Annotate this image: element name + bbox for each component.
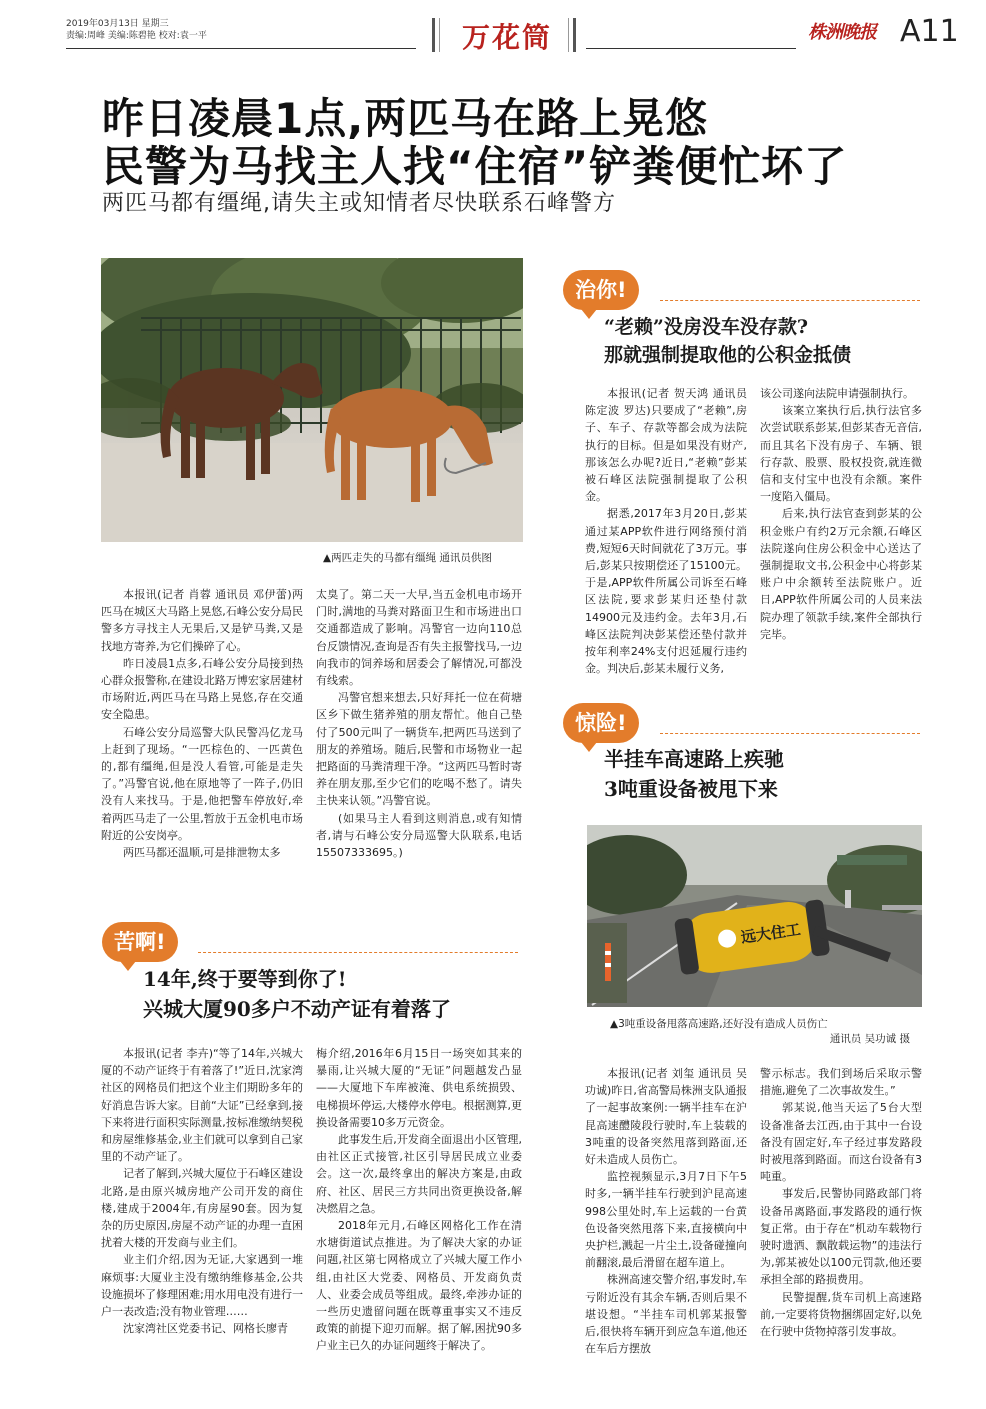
xingcheng-title-line2: 兴城大厦90多户不动产证有着落了 xyxy=(143,997,451,1021)
header-date: 2019年03月13日 星期三 xyxy=(66,19,169,29)
laolai-title-line1: “老赖”没房没车没存款? xyxy=(604,316,808,338)
truck-col2 xyxy=(760,1065,922,1375)
truck-photo-caption-line2: 通讯员 吴功诚 摄 xyxy=(829,1033,910,1045)
badge-rule xyxy=(660,733,920,734)
truck-photo-caption-line1: ▲3吨重设备甩落高速路,还好没有造成人员伤亡 xyxy=(610,1018,828,1030)
header-divider-right xyxy=(568,18,576,52)
xingcheng-paragraph: 梅介绍,2016年6月15日一场突如其来的暴雨,让兴城大厦的“无证”问题越发凸显——大厦地下车库被淹、供电系统损毁、电梯损坏停运,大楼停水停电。根据测算,更换设备需要10多万元资金。 xyxy=(316,1047,522,1129)
header-divider-left xyxy=(432,18,440,52)
truck-paragraph: 株洲高速交警介绍,事发时,车亏附近没有其余车辆,否则后果不堪设想。“半挂车司机郭某报警后,很快将车辆开到应急车道,他还在车后方摆放 xyxy=(585,1273,747,1356)
main-story-col1 xyxy=(101,586,303,868)
horse-photo-caption: ▲两匹走失的马都有缰绳 通讯员供图 xyxy=(323,552,492,564)
badge-kua: 苦啊! xyxy=(102,922,178,962)
main-story-paragraph: 冯警官想来想去,只好拜托一位在荷塘区乡下做生猪养殖的朋友帮忙。他自己垫付了500元叫了一辆货车,把两匹马送到了朋友的养殖场。随后,民警和市场物业一起把路面的马粪清理干净。“这两匹马暂时寄养在朋友那,至少它们的吃喝不愁了。请失主快来认领。”冯警官说。 xyxy=(316,691,522,808)
main-story-paragraph: 本报讯(记者 肖蓉 通讯员 邓伊蕾)两匹马在城区大马路上晃悠,石峰公安分局民警多方寻找主人无果后,又是铲马粪,又是找地方寄养,为它们操碎了心。 xyxy=(101,588,303,653)
laolai-paragraph: 后来,执行法官查到彭某的公积金账户有约2万元余额,石峰区法院遂向住房公积金中心送达了强制提取文书,公积金中心将彭某账户中余额转至法院账户。近日,APP软件所属公司的人员来法院办理了领款手续,案件全部执行完毕。 xyxy=(760,507,922,641)
truck-paragraph: 郭某说,他当天运了5台大型设备准备去江西,由于其中一台设备没有固定好,车子经过事发路段时被甩落到路面。而这台设备有3吨重。 xyxy=(760,1101,922,1184)
section-title: 万花筒 xyxy=(462,21,553,54)
xingcheng-paragraph: 2018年元月,石峰区网格化工作在清水塘街道试点推进。为了解决大家的办证问题,社区第七网格成立了兴城大厦工作小组,由社区大党委、网格员、开发商负责人、业委会成员等组成。最终,牵涉办证的一些历史遗留问题在既尊重事实又不违反政策的前提下迎刃而解。据了解,困扰90多户业主已久的办证问题终于解决了。 xyxy=(316,1219,522,1353)
laolai-col2 xyxy=(760,385,922,675)
truck-title-line2: 3吨重设备被甩下来 xyxy=(604,777,778,801)
badge-jingxian: 惊险! xyxy=(563,703,639,743)
xingcheng-paragraph: 此事发生后,开发商全面退出小区管理,由社区正式接管,社区引导居民成立业委会。这一次,最终拿出的解决方案是,由政府、社区、居民三方共同出资更换设备,解决燃眉之急。 xyxy=(316,1133,522,1215)
truck-accident-photo xyxy=(587,825,922,1007)
xingcheng-col2 xyxy=(316,1045,522,1375)
main-subhead: 两匹马都有缰绳,请失主或知情者尽快联系石峰警方 xyxy=(102,191,616,216)
main-story-paragraph: (如果马主人看到这则消息,或有知情者,请与石峰公安分局巡警大队联系,电话15507333695。) xyxy=(316,811,522,860)
xingcheng-paragraph: 本报讯(记者 李卉)“等了14年,兴城大厦的不动产证终于有着落了!”近日,沈家湾社区的网格员们把这个业主们期盼多年的好消息告诉大家。目前“大证”已经拿到,接下来将进行面积实际测量,按标准缴纳契税和房屋维修基金,业主们就可以拿到自己家里的不动产证了。 xyxy=(101,1047,303,1164)
main-story-paragraph: 石峰公安分局巡警大队民警冯亿龙马上赶到了现场。“一匹棕色的、一匹黄色的,都有缰绳,但是没人看管,可能是走失了。”冯警官说,他在原地等了一阵子,仍旧没有人来找马。于是,他把警车停放好,牵着两匹马走了一公里,暂放于五金机电市场附近的公安岗亭。 xyxy=(101,725,303,842)
main-story-paragraph: 昨日凌晨1点多,石峰公安分局接到热心群众报警称,在建设北路万博宏家居建材市场附近,两匹马在马路上晃悠,存在交通安全隐患。 xyxy=(101,656,303,722)
badge-rule xyxy=(660,300,920,301)
xingcheng-title-line1: 14年,终于要等到你了! xyxy=(143,967,347,991)
newspaper-logo: 株洲晚报 xyxy=(808,22,876,43)
main-headline-line1: 昨日凌晨1点,两匹马在路上晃悠 xyxy=(102,94,709,143)
truck-col1 xyxy=(585,1065,747,1375)
page-number: A11 xyxy=(900,14,959,49)
truck-paragraph: 监控视频显示,3月7日下午5时多,一辆半挂车行驶到沪昆高速998公里处时,车上运载的一台黄色设备突然甩落下来,直接横向中央护栏,溅起一片尘土,设备碰撞向前翻滚,最后滑留在超车道上。 xyxy=(585,1170,747,1270)
truck-paragraph: 本报讯(记者 刘玺 通讯员 吴功诚)昨日,省高警局株洲支队通报了一起事故案例:一辆半挂车在沪昆高速醴陵段行驶时,车上装载的3吨重的设备突然甩落到路面,还好未造成人员伤亡。 xyxy=(585,1067,747,1167)
laolai-paragraph: 本报讯(记者 贺天鸿 通讯员 陈定波 罗达)只要成了“老赖”,房子、车子、存款等都会成为法院执行的目标。但是如果没有财产,那该怎么办呢?近日,“老赖”彭某被石峰区法院强制提取了公积金。 xyxy=(585,387,747,504)
truck-title-line1: 半挂车高速路上疾驰 xyxy=(604,747,784,771)
xingcheng-col1 xyxy=(101,1045,303,1375)
xingcheng-paragraph: 记者了解到,兴城大厦位于石峰区建设北路,是由原兴城房地产公司开发的商住楼,建成于2004年,有房屋90套。因为复杂的历史原因,房屋不动产证的办理一直困扰着大楼的开发商与业主们。 xyxy=(101,1167,303,1250)
header-rule-right xyxy=(586,48,796,49)
truck-paragraph: 警示标志。我们到场后采取示警措施,避免了二次事故发生。” xyxy=(760,1067,922,1098)
truck-photo-caption xyxy=(610,1017,920,1047)
xingcheng-paragraph: 业主们介绍,因为无证,大家遇到一堆麻烦事:大厦业主没有缴纳维修基金,公共设施损坏了修理困难;用水用电没有进行一户一表改造;没有物业管理…… xyxy=(101,1253,303,1319)
laolai-paragraph: 该公司遂向法院申请强制执行。 xyxy=(760,387,914,400)
laolai-paragraph: 据悉,2017年3月20日,彭某通过某APP软件进行网络预付消费,短短6天时间就花了3万元。事后,彭某只按期偿还了15100元。于是,APP软件所属公司诉至石峰区法院,要求彭某归还垫付款14900元及违约金。去年3月,石峰区法院判决彭某偿还垫付款并按年利率24%支付迟延履行违约金。判决后,彭某未履行义务, xyxy=(585,507,747,676)
laolai-title-line2: 那就强制提取他的公积金抵债 xyxy=(604,344,852,366)
header-rule-left xyxy=(66,48,416,49)
header-editors: 责编:周峰 美编:陈碧艳 校对:袁一平 xyxy=(66,31,207,41)
badge-rule xyxy=(198,952,518,953)
truck-paragraph: 民警提醒,货车司机上高速路前,一定要将货物捆绑固定好,以免在行驶中货物掉落引发事故。 xyxy=(760,1290,922,1339)
truck-paragraph: 事发后,民警协同路政部门将设备吊离路面,事发路段的通行恢复正常。由于存在“机动车载物行驶时遗洒、飘散载运物”的违法行为,郭某被处以100元罚款,他还要承担全部的路损费用。 xyxy=(760,1187,922,1287)
main-story-paragraph: 两匹马都还温顺,可是排泄物太多 xyxy=(123,846,281,860)
equipment-brand-text: 远大住工 xyxy=(739,920,802,947)
main-story-paragraph: 太臭了。第二天一大早,当五金机电市场开门时,满地的马粪对路面卫生和市场进出口交通都造成了影响。冯警官一边向110总台反馈情况,查询是否有失主报警找马,一边向我市的饲养场和居委会了解情况,可都没有线索。 xyxy=(316,588,522,688)
truck-accident-image xyxy=(587,825,922,1007)
laolai-paragraph: 该案立案执行后,执行法官多次尝试联系彭某,但彭某杳无音信,而且其名下没有房子、车辆、银行存款、股票、股权投资,就连微信和支付宝中也没有余额。案件一度陷入僵局。 xyxy=(760,404,922,504)
header-date-block xyxy=(66,18,207,42)
laolai-col1 xyxy=(585,385,747,675)
main-story-col2 xyxy=(316,586,522,868)
badge-zhini: 治你! xyxy=(563,270,639,310)
horse-photo xyxy=(101,258,523,542)
horse-photo-image xyxy=(101,258,523,542)
main-headline-line2: 民警为马找主人找“住宿”铲粪便忙坏了 xyxy=(102,142,848,191)
xingcheng-paragraph: 沈家湾社区党委书记、网格长廖青 xyxy=(123,1322,288,1336)
